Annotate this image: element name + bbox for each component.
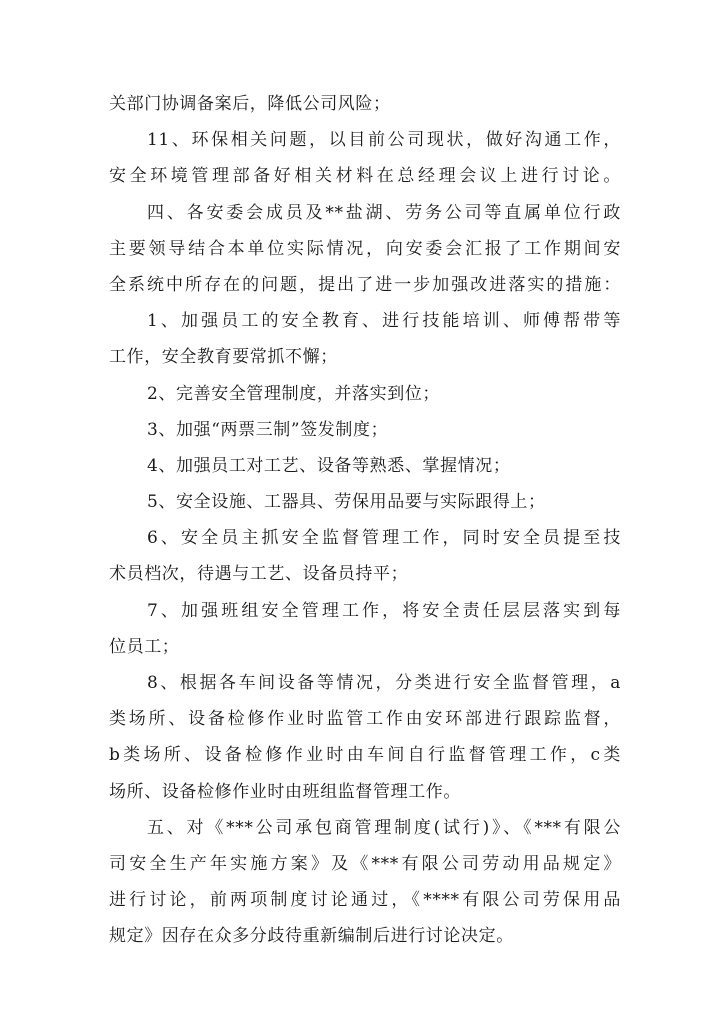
text-line: 规定》因存在众多分歧待重新编制后进行讨论决定。 bbox=[109, 926, 514, 947]
text-line: 进行讨论，前两项制度讨论通过，《****有限公司劳保用品 bbox=[109, 890, 621, 911]
text-line: 8、根据各车间设备等情况，分类进行安全监督管理，a bbox=[147, 673, 621, 693]
text-line: 五、对《***公司承包商管理制度(试行)》、《***有限公 bbox=[147, 817, 621, 838]
text-line: 术员档次，待遇与工艺、设备员持平； bbox=[109, 564, 409, 585]
text-line: 1、加强员工的安全教育、进行技能培训、师傅帮带等 bbox=[147, 311, 621, 332]
text-line: 安全环境管理部备好相关材料在总经理会议上进行讨论。 bbox=[109, 166, 621, 187]
text-line: 关部门协调备案后，降低公司风险； bbox=[109, 94, 391, 114]
text-line: 2、完善安全管理制度，并落实到位； bbox=[147, 383, 441, 404]
text-line: 3、加强“两票三制”签发制度； bbox=[147, 419, 389, 440]
text-line: 6、安全员主抓安全监督管理工作，同时安全员提至技 bbox=[147, 528, 621, 549]
text-line: 全系统中所存在的问题，提出了进一步加强改进落实的措施： bbox=[109, 274, 621, 295]
text-line: 四、各安委会成员及**盐湖、劳务公司等直属单位行政 bbox=[147, 202, 621, 223]
text-line: b类场所、设备检修作业时由车间自行监督管理工作，c类 bbox=[109, 745, 621, 766]
text-line: 司安全生产年实施方案》及《***有限公司劳动用品规定》 bbox=[109, 853, 621, 874]
text-line: 11、环保相关问题，以目前公司现状，做好沟通工作， bbox=[147, 130, 621, 151]
text-line: 工作，安全教育要常抓不懈； bbox=[109, 347, 338, 368]
text-line: 位员工； bbox=[109, 636, 180, 657]
text-line: 类场所、设备检修作业时监管工作由安环部进行跟踪监督， bbox=[109, 709, 621, 730]
text-line: 场所、设备检修作业时由班组监督管理工作。 bbox=[109, 781, 461, 802]
text-line: 5、安全设施、工器具、劳保用品要与实际跟得上； bbox=[147, 492, 546, 513]
text-line: 4、加强员工对工艺、设备等熟悉、掌握情况； bbox=[147, 455, 511, 476]
text-line: 主要领导结合本单位实际情况，向安委会汇报了工作期间安 bbox=[109, 238, 621, 259]
text-line: 7、加强班组安全管理工作，将安全责任层层落实到每 bbox=[147, 600, 621, 621]
document-body bbox=[109, 86, 621, 955]
